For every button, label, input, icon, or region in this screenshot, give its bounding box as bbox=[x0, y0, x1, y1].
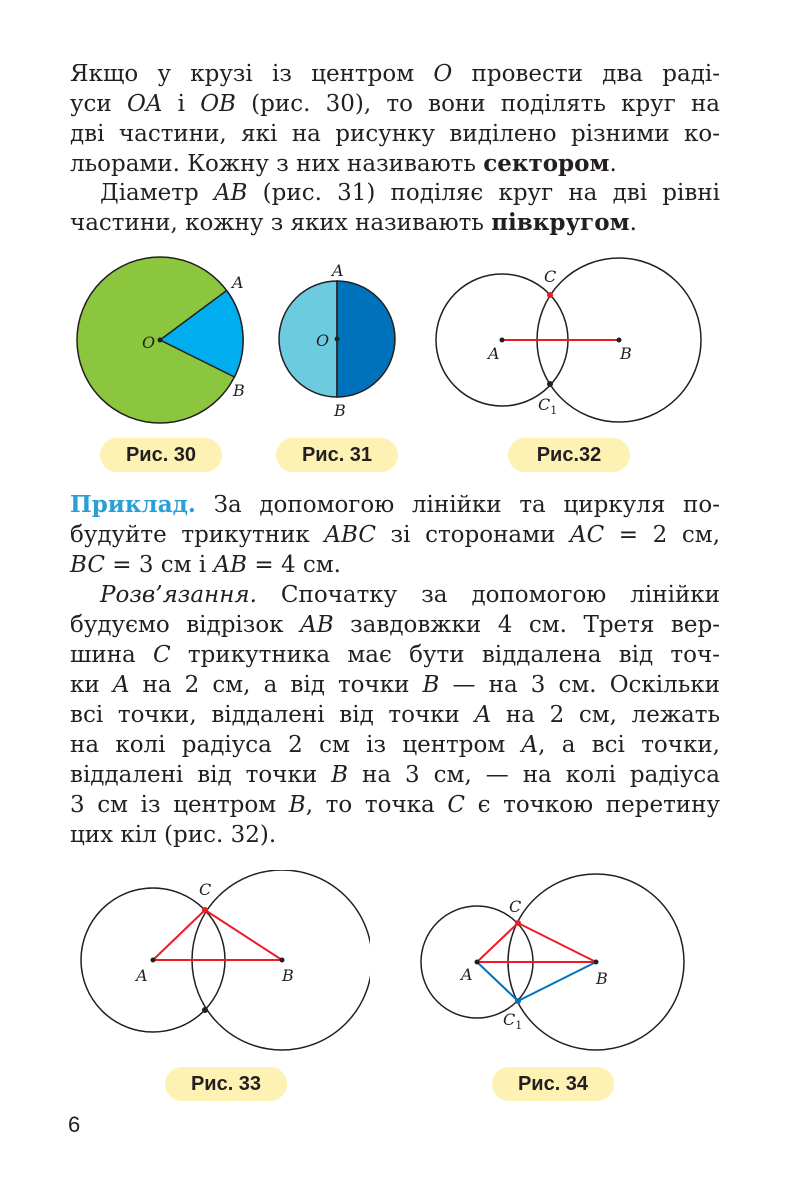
term-semicircle: півкругом bbox=[491, 209, 630, 236]
paragraph-semicircle bbox=[70, 178, 720, 238]
caption-fig-34: Рис. 34 bbox=[492, 1067, 614, 1101]
paragraph-sector bbox=[70, 59, 720, 179]
term-sector: сектором bbox=[483, 150, 610, 177]
segment-ac1 bbox=[477, 962, 518, 1001]
segment-ac bbox=[153, 910, 205, 960]
point-a bbox=[500, 338, 505, 343]
point-c1 bbox=[547, 381, 553, 387]
label-c1: $C_1$ bbox=[503, 1010, 523, 1032]
point-o bbox=[158, 338, 163, 343]
text-line: на колі радіуса 2 см із центром A, а всі точки, bbox=[70, 732, 720, 758]
figure-32 bbox=[430, 250, 715, 430]
figure-33 bbox=[70, 870, 370, 1060]
point-b bbox=[280, 958, 285, 963]
caption-fig-31: Рис. 31 bbox=[276, 438, 398, 472]
point-b bbox=[594, 960, 599, 965]
label-o: O bbox=[316, 331, 330, 350]
text-line: Розв’язання. Спочатку за допомогою лінійки bbox=[100, 582, 720, 608]
label-b: B bbox=[334, 401, 346, 420]
text-line: дві частини, які на рисунку виділено різними ко- bbox=[70, 121, 720, 147]
label-c: C bbox=[544, 267, 557, 286]
point-a bbox=[151, 958, 156, 963]
label-b: B bbox=[596, 969, 608, 988]
text-line: будуємо відрізок AB завдовжки 4 см. Третя вер- bbox=[70, 612, 720, 638]
label-a: A bbox=[136, 966, 148, 985]
text-line: BC = 3 см і AB = 4 см. bbox=[70, 552, 341, 578]
text-line: всі точки, віддалені від точки A на 2 см, лежать bbox=[70, 702, 720, 728]
segment-ac bbox=[477, 923, 518, 962]
figure-31 bbox=[270, 258, 410, 423]
point-c bbox=[547, 292, 553, 298]
label-b: B bbox=[620, 344, 632, 363]
segment-bc bbox=[205, 910, 282, 960]
label-c: C bbox=[199, 880, 212, 899]
page-number: 6 bbox=[68, 1112, 81, 1137]
figure-30 bbox=[70, 250, 260, 430]
point-a bbox=[475, 960, 480, 965]
text-line: Діаметр AB (рис. 31) поділяє круг на дві рівні bbox=[100, 180, 721, 206]
point-c bbox=[202, 907, 208, 913]
caption-fig-33: Рис. 33 bbox=[165, 1067, 287, 1101]
point-o bbox=[335, 337, 340, 342]
label-c: C bbox=[509, 897, 522, 916]
solution-paragraph bbox=[70, 580, 720, 850]
point-c1 bbox=[202, 1007, 208, 1013]
text-line: частини, кожну з яких називають півкругом. bbox=[70, 209, 637, 236]
label-a: A bbox=[488, 344, 500, 363]
figure-34 bbox=[415, 870, 695, 1060]
text-line: Приклад. За допомогою лінійки та циркуля по- bbox=[70, 491, 720, 518]
caption-fig-30: Рис. 30 bbox=[100, 438, 222, 472]
example-paragraph bbox=[70, 490, 720, 580]
text-line: льорами. Кожну з них називають сектором. bbox=[70, 150, 617, 177]
text-line: ки A на 2 см, а від точки B — на 3 см. Оскільки bbox=[70, 672, 721, 698]
label-a: A bbox=[232, 273, 244, 292]
point-b bbox=[617, 338, 622, 343]
text-line: будуйте трикутник ABC зі сторонами AC = 2 см, bbox=[70, 522, 720, 548]
text-line: 3 см із центром B, то точка C є точкою перетину bbox=[70, 792, 721, 818]
point-c bbox=[515, 920, 521, 926]
label-c1: $C_1$ bbox=[538, 395, 558, 417]
semicircle-dark bbox=[337, 281, 395, 397]
label-b: B bbox=[233, 381, 245, 400]
label-b: B bbox=[282, 966, 294, 985]
solution-heading: Розв’язання. bbox=[100, 582, 257, 608]
point-c1 bbox=[515, 998, 521, 1004]
label-a: A bbox=[332, 261, 344, 280]
caption-fig-32: Рис.32 bbox=[508, 438, 630, 472]
label-a: A bbox=[461, 965, 473, 984]
text-line: віддалені від точки B на 3 см, — на колі радіуса bbox=[70, 762, 720, 788]
text-line: цих кіл (рис. 32). bbox=[70, 822, 277, 848]
label-o: O bbox=[142, 333, 156, 352]
text-line: шина C трикутника має бути віддалена від точ- bbox=[70, 642, 720, 668]
text-line: Якщо у крузі із центром O провести два раді- bbox=[70, 61, 720, 87]
example-heading: Приклад. bbox=[70, 491, 196, 518]
text-line: уси OA і OB (рис. 30), то вони поділять круг на bbox=[70, 91, 720, 117]
